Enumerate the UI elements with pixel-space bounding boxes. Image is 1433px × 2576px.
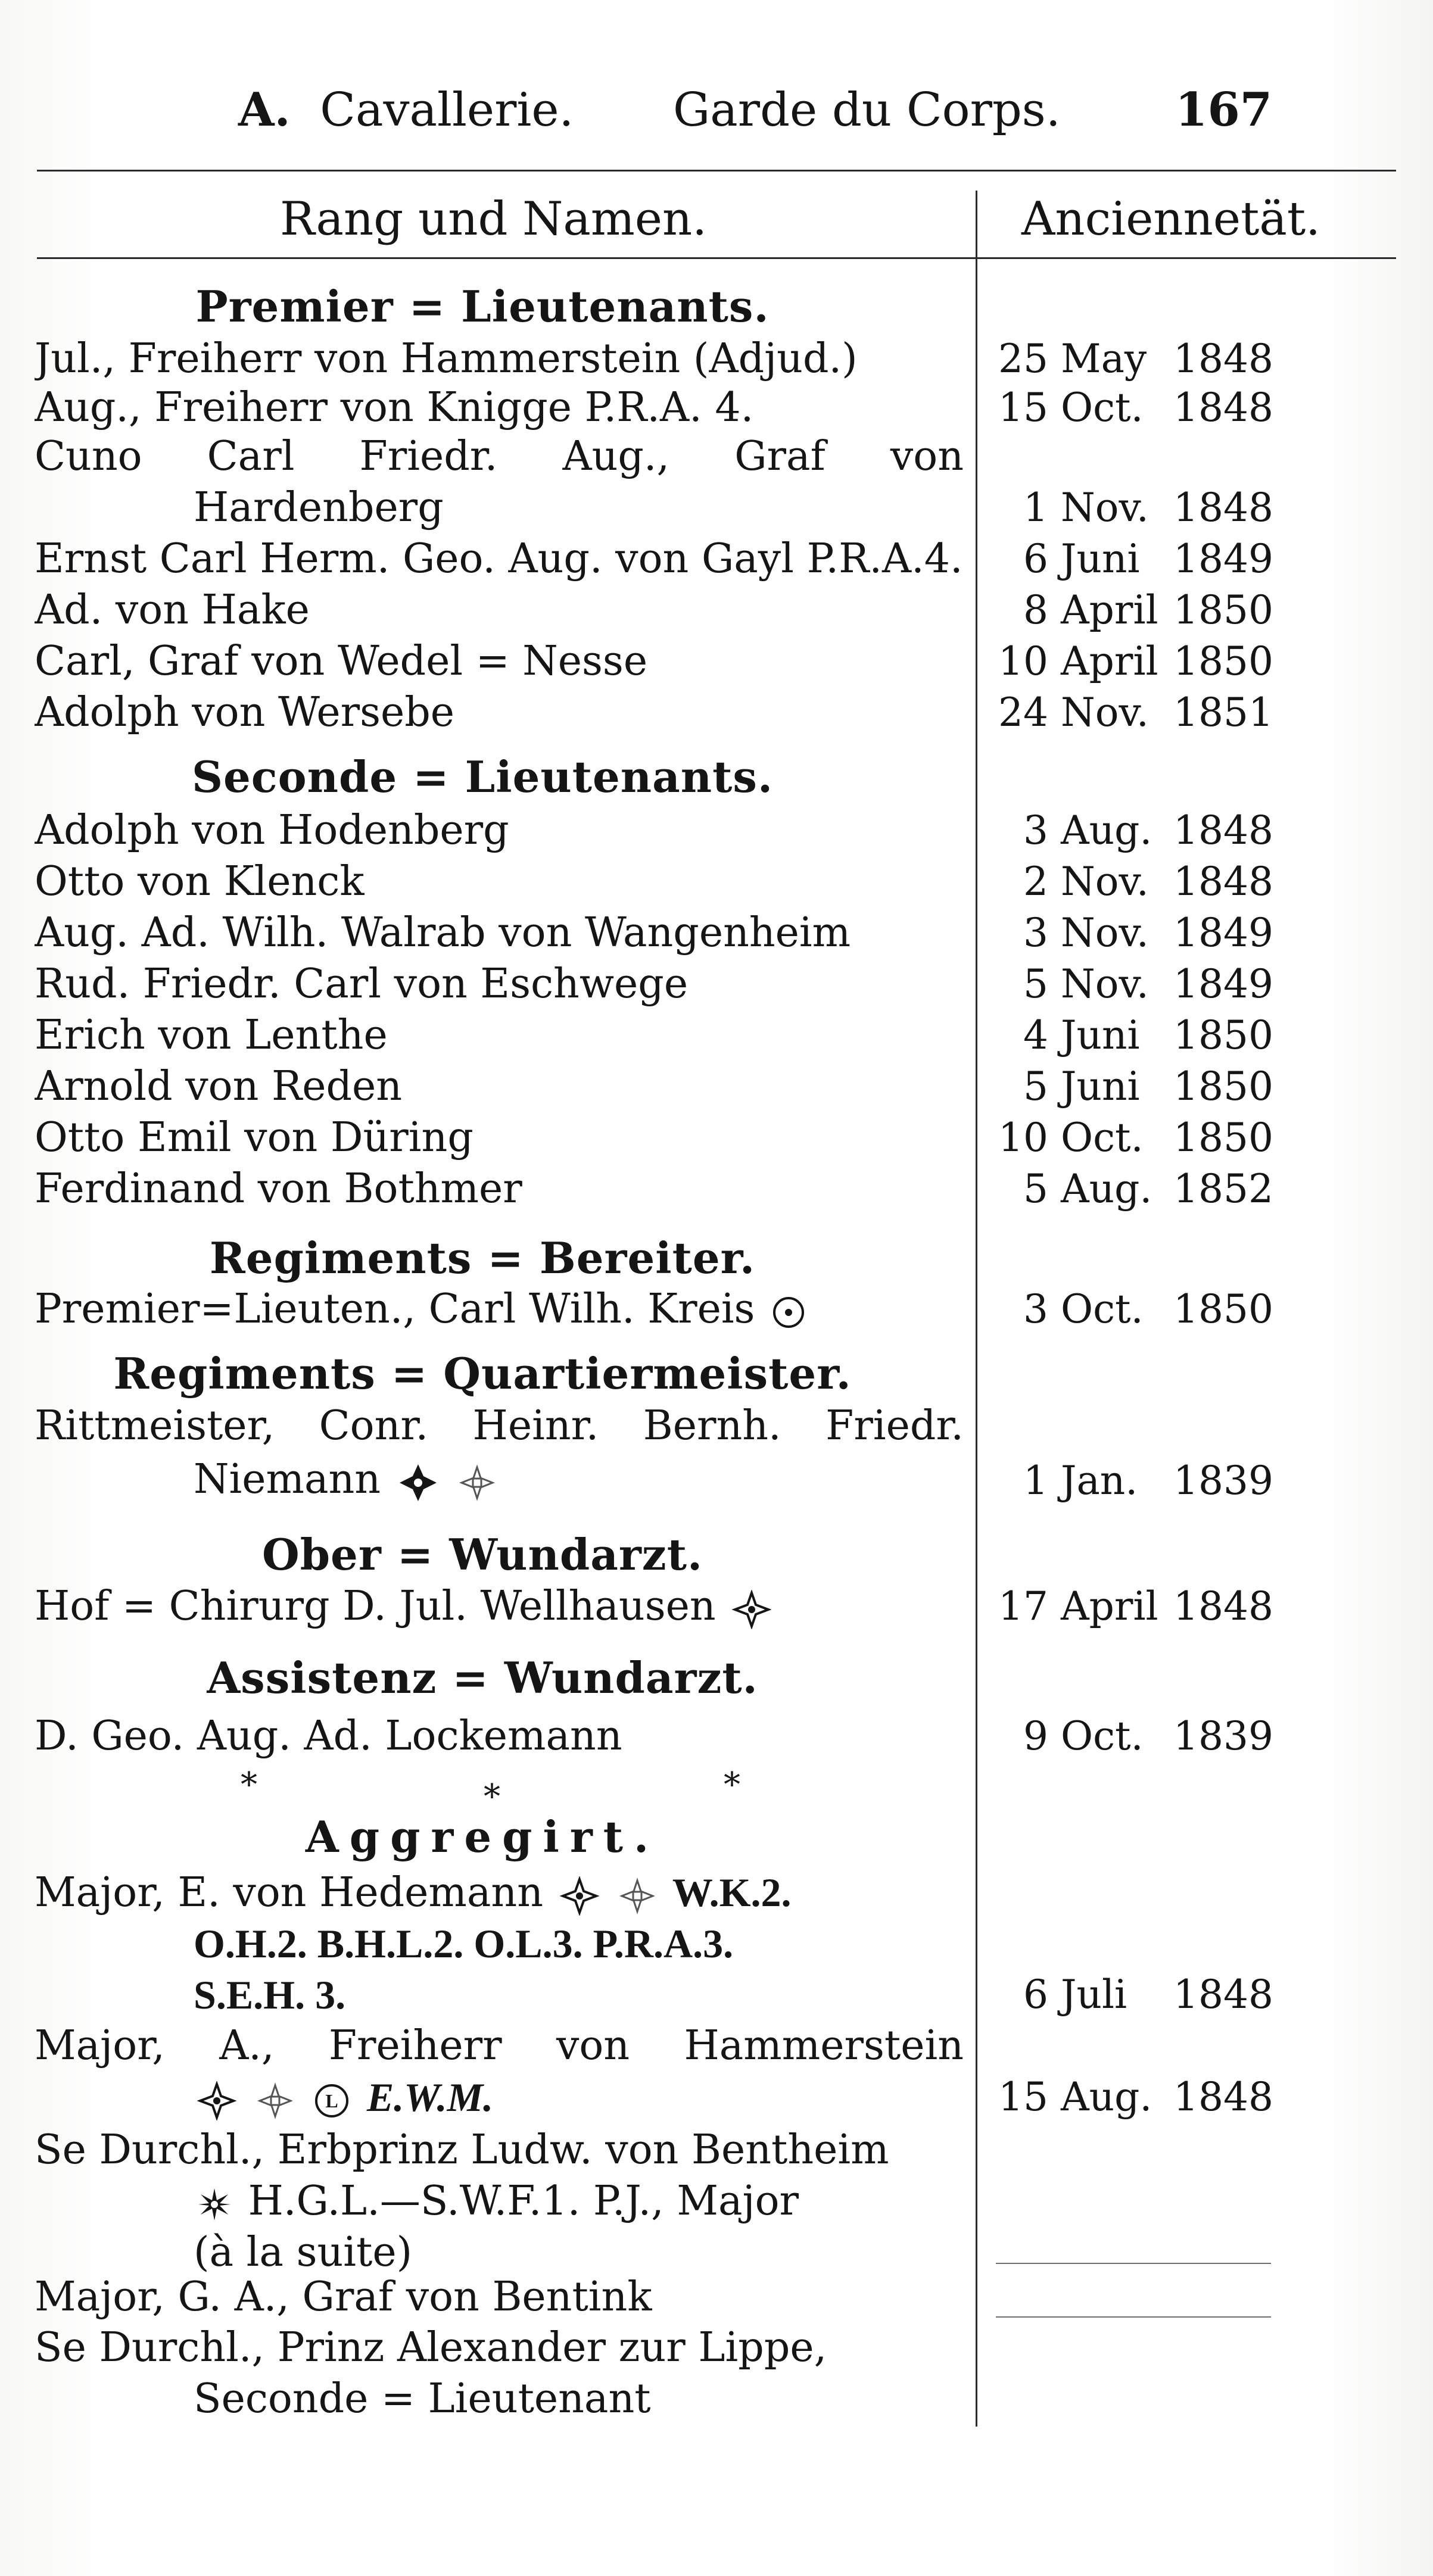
entry-month: Oct. — [1060, 1115, 1144, 1161]
order-abbreviation: W.K.2. — [672, 1870, 792, 1915]
section-title: Cavallerie. — [320, 83, 574, 137]
entry-name: Rud. Friedr. Carl von Eschwege — [35, 960, 689, 1008]
entry-day: 8 — [1023, 587, 1048, 633]
regiment-title: Garde du Corps. — [673, 83, 1061, 137]
entry-name: Premier=Lieuten., Carl Wilh. Kreis — [35, 1286, 755, 1333]
svg-text:L: L — [325, 2090, 338, 2112]
entry-name: Se Durchl., Prinz Alexander zur Lippe, — [35, 2324, 827, 2371]
entry-note: (à la suite) — [194, 2229, 413, 2276]
entry-day: 5 — [1023, 1064, 1048, 1109]
entry-year: 1850 — [1173, 1286, 1273, 1332]
orders-line: H.G.L.—S.W.F.1. P.J., Major — [248, 2178, 799, 2225]
guelphic-cross-icon — [397, 1462, 439, 1504]
entry-month: Oct. — [1060, 1713, 1144, 1759]
entry-name: Hof = Chirurg D. Jul. Wellhausen — [35, 1583, 716, 1630]
entry-name: Major, E. von Hedemann — [35, 1869, 544, 1916]
column-header-names: Rang und Namen. — [280, 192, 708, 246]
entry-name: Major, A., Freiherr von Hammerstein — [35, 2022, 964, 2069]
entry-name: Aug. Ad. Wilh. Walrab von Wangenheim — [35, 909, 851, 956]
entry-name: Ferdinand von Bothmer — [35, 1165, 522, 1212]
entry-name: Adolph von Hodenberg — [35, 807, 509, 854]
decorations-row — [194, 2072, 968, 2123]
entry-day: 3 — [1023, 1286, 1048, 1332]
entry-year: 1848 — [1173, 336, 1273, 382]
group-title-regiments-quartiermeister: Regiments = Quartiermeister. — [113, 1348, 852, 1399]
entry-name-continued-row — [194, 1454, 968, 1505]
entry-name: Arnold von Reden — [35, 1063, 403, 1110]
entry-month: Juni — [1060, 1064, 1140, 1109]
entry-year: 1848 — [1173, 807, 1273, 853]
outline-cross-icon — [257, 2082, 294, 2119]
entry-month: Jan. — [1060, 1458, 1138, 1504]
entry-name-row — [35, 1581, 964, 1632]
entry-year: 1848 — [1173, 385, 1273, 431]
group-title-aggregirt: Aggregirt. — [305, 1811, 660, 1862]
entry-month: Nov. — [1060, 859, 1149, 905]
outline-cross-icon — [560, 1876, 599, 1916]
asterisk: * — [484, 1777, 500, 1816]
outline-cross-icon — [619, 1878, 656, 1914]
entry-month: April — [1060, 587, 1158, 633]
entry-name: Rittmeister, Conr. Heinr. Bernh. Friedr. — [35, 1402, 964, 1449]
entry-day: 4 — [1023, 1012, 1048, 1058]
column-header-seniority: Anciennetät. — [1021, 192, 1320, 246]
section-letter: A. — [238, 83, 291, 137]
entry-month: Aug. — [1060, 1166, 1152, 1212]
entry-name: Jul., Freiherr von Hammerstein (Adjud.) — [35, 335, 858, 382]
entry-day: 2 — [1023, 859, 1048, 905]
entry-day: 17 — [998, 1583, 1048, 1629]
entry-day: 3 — [1023, 807, 1048, 853]
entry-name-continued: Niemann — [194, 1456, 381, 1503]
star-medal-icon — [197, 2187, 232, 2222]
entry-day: 6 — [1023, 1972, 1048, 2017]
blank-date-rule — [996, 2263, 1271, 2264]
entry-month: Oct. — [1060, 1286, 1144, 1332]
entry-year: 1849 — [1173, 961, 1273, 1007]
entry-month: April — [1060, 638, 1158, 684]
entry-name: Otto von Klenck — [35, 858, 365, 905]
entry-year: 1848 — [1173, 859, 1273, 905]
entry-year: 1850 — [1173, 587, 1273, 633]
asterisk: * — [241, 1766, 257, 1804]
entry-name: Ernst Carl Herm. Geo. Aug. von Gayl P.R.A.4. — [35, 535, 963, 582]
entry-day: 1 — [1023, 485, 1048, 531]
entry-name: Aug., Freiherr von Knigge P.R.A. 4. — [35, 384, 754, 431]
entry-day: 9 — [1023, 1713, 1048, 1759]
outline-cross-icon — [732, 1590, 771, 1629]
entry-name-continued: Seconde = Lieutenant — [194, 2375, 651, 2422]
entry-year: 1851 — [1173, 690, 1273, 735]
entry-month: May — [1060, 336, 1147, 382]
entry-day: 15 — [998, 2074, 1048, 2120]
entry-name: Se Durchl., Erbprinz Ludw. von Bentheim — [35, 2126, 889, 2173]
group-title-seconde-lieutenants: Seconde = Lieutenants. — [191, 751, 774, 802]
entry-name: Major, G. A., Graf von Bentink — [35, 2274, 652, 2321]
entry-month: Aug. — [1060, 2074, 1152, 2120]
asterisk: * — [724, 1766, 740, 1804]
entry-day: 10 — [998, 1115, 1048, 1161]
group-title-regiments-bereiter: Regiments = Bereiter. — [209, 1233, 756, 1283]
entry-year: 1848 — [1173, 1972, 1273, 2017]
entry-year: 1850 — [1173, 638, 1273, 684]
entry-year: 1852 — [1173, 1166, 1273, 1212]
entry-month: Nov. — [1060, 961, 1149, 1007]
page-number: 167 — [1175, 83, 1272, 137]
entry-month: Juni — [1060, 1012, 1140, 1058]
entry-name-row — [35, 1284, 964, 1335]
entry-year: 1848 — [1173, 485, 1273, 531]
entry-name: D. Geo. Aug. Ad. Lockemann — [35, 1713, 622, 1760]
entry-day: 24 — [998, 690, 1048, 735]
sun-cross-icon — [771, 1295, 806, 1330]
orders-line: O.H.2. B.H.L.2. O.L.3. P.R.A.3. — [194, 1921, 734, 1966]
entry-month: Juli — [1060, 1972, 1127, 2017]
entry-year: 1850 — [1173, 1012, 1273, 1058]
entry-name: Ad. von Hake — [35, 587, 310, 634]
entry-year: 1849 — [1173, 536, 1273, 582]
entry-month: Nov. — [1060, 485, 1149, 531]
entry-day: 1 — [1023, 1458, 1048, 1504]
entry-month: Nov. — [1060, 690, 1149, 735]
circle-l-icon — [313, 2082, 350, 2119]
group-title-ober-wundarzt: Ober = Wundarzt. — [261, 1529, 703, 1580]
entry-year: 1839 — [1173, 1458, 1273, 1504]
entry-name: Adolph von Wersebe — [35, 689, 455, 736]
entry-name: Cuno Carl Friedr. Aug., Graf von — [35, 433, 964, 480]
group-title-premier-lieutenants: Premier = Lieutenants. — [195, 281, 770, 332]
entry-name: Otto Emil von Düring — [35, 1114, 473, 1161]
order-abbreviation: E.W.M. — [366, 2075, 494, 2120]
entry-year: 1848 — [1173, 2074, 1273, 2120]
entry-name-continued: Hardenberg — [194, 484, 444, 531]
entry-day: 6 — [1023, 536, 1048, 582]
entry-month: Nov. — [1060, 910, 1149, 956]
entry-month: April — [1060, 1583, 1158, 1629]
entry-name-row — [35, 1867, 964, 1918]
entry-year: 1849 — [1173, 910, 1273, 956]
asterism-divider — [0, 1763, 1433, 1816]
entry-year: 1839 — [1173, 1713, 1273, 1759]
entry-day: 3 — [1023, 910, 1048, 956]
outline-cross-icon — [459, 1464, 496, 1501]
entry-day: 10 — [998, 638, 1048, 684]
entry-month: Oct. — [1060, 385, 1144, 431]
entry-month: Juni — [1060, 536, 1140, 582]
entry-year: 1850 — [1173, 1115, 1273, 1161]
entry-year: 1850 — [1173, 1064, 1273, 1109]
entry-name: Carl, Graf von Wedel = Nesse — [35, 638, 648, 685]
entry-year: 1848 — [1173, 1583, 1273, 1629]
outline-cross-icon — [197, 2081, 236, 2120]
entry-day: 15 — [998, 385, 1048, 431]
entry-day: 25 — [998, 336, 1048, 382]
group-title-assistenz-wundarzt: Assistenz = Wundarzt. — [207, 1652, 758, 1703]
orders-line: S.E.H. 3. — [194, 1972, 346, 2017]
decorations-row — [194, 2176, 968, 2227]
entry-month: Aug. — [1060, 807, 1152, 853]
entry-day: 5 — [1023, 1166, 1048, 1212]
blank-date-rule — [996, 2316, 1271, 2318]
entry-name: Erich von Lenthe — [35, 1012, 388, 1059]
entry-day: 5 — [1023, 961, 1048, 1007]
